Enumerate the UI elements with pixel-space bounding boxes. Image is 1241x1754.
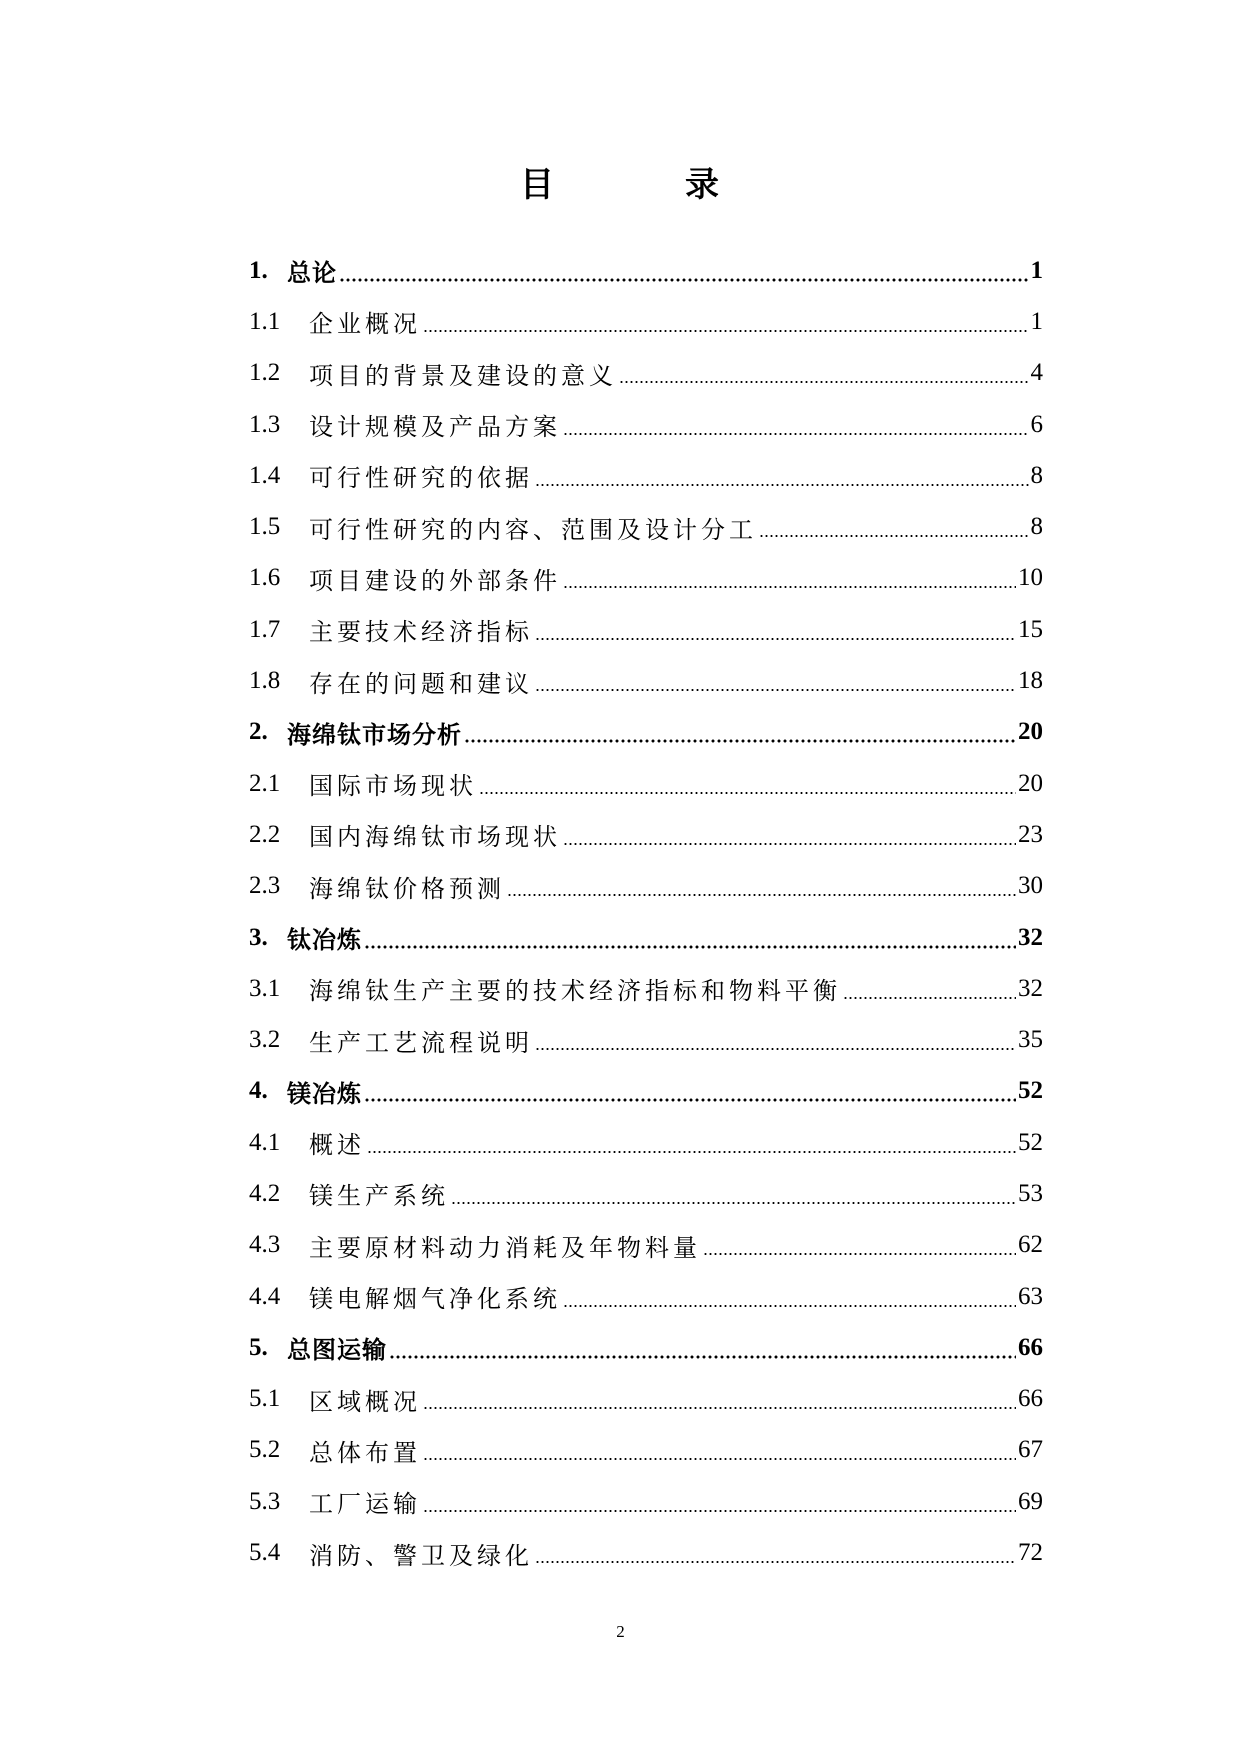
toc-section-entry[interactable] [249, 296, 1043, 347]
toc-entry-number: 3. [249, 923, 268, 951]
toc-entry-page-number: 53 [1018, 1179, 1043, 1207]
toc-section-entry[interactable] [249, 861, 1043, 912]
toc-entry-title: 区域概况 [309, 1387, 421, 1416]
toc-entry-number: 3.1 [249, 974, 281, 1002]
toc-entry-page-number: 67 [1018, 1436, 1043, 1464]
toc-dot-leader [535, 637, 1016, 641]
toc-section-entry[interactable] [249, 501, 1043, 552]
toc-entry-page-number: 66 [1018, 1333, 1043, 1361]
toc-dot-leader [563, 842, 1016, 846]
toc-entry-title: 国际市场现状 [309, 772, 477, 801]
toc-entry-title: 镁冶炼 [287, 1079, 362, 1108]
toc-entry-number: 1.8 [249, 667, 281, 695]
toc-entry-number: 1. [249, 256, 268, 284]
toc-entry-page-number: 1 [1030, 256, 1043, 284]
toc-entry-title: 概述 [309, 1131, 365, 1160]
toc-section-entry[interactable] [249, 1168, 1043, 1219]
table-of-contents [249, 245, 1043, 1579]
toc-section-entry[interactable] [249, 348, 1043, 399]
toc-entry-page-number: 62 [1018, 1231, 1043, 1259]
toc-entry-page-number: 18 [1018, 667, 1043, 695]
toc-entry-title: 总体布置 [309, 1438, 421, 1467]
toc-dot-leader [507, 893, 1016, 897]
toc-dot-leader [364, 945, 1016, 949]
toc-entry-page-number: 52 [1018, 1128, 1043, 1156]
toc-entry-number: 2. [249, 718, 268, 746]
toc-section-entry[interactable] [249, 1014, 1043, 1065]
toc-entry-number: 2.2 [249, 820, 281, 848]
toc-entry-page-number: 32 [1018, 923, 1043, 951]
toc-entry-page-number: 66 [1018, 1385, 1043, 1413]
toc-entry-title: 钛冶炼 [287, 926, 362, 954]
toc-dot-leader [479, 791, 1016, 795]
toc-entry-number: 1.3 [249, 410, 281, 438]
toc-entry-title: 企业概况 [309, 310, 421, 339]
toc-section-entry[interactable] [249, 1271, 1043, 1322]
toc-entry-title: 主要技术经济指标 [309, 618, 533, 647]
toc-section-entry[interactable] [249, 1476, 1043, 1527]
toc-entry-title: 生产工艺流程说明 [309, 1028, 533, 1057]
toc-dot-leader [619, 380, 1029, 384]
toc-entry-page-number: 69 [1018, 1487, 1043, 1515]
toc-title-second-char: 录 [685, 165, 719, 205]
toc-entry-title: 国内海绵钛市场现状 [309, 823, 561, 852]
toc-entry-title: 海绵钛价格预测 [309, 874, 505, 903]
toc-section-entry[interactable] [249, 1425, 1043, 1476]
toc-dot-leader [563, 1304, 1016, 1308]
toc-section-entry[interactable] [249, 963, 1043, 1014]
toc-entry-title: 总论 [287, 259, 337, 288]
toc-entry-page-number: 6 [1030, 410, 1043, 438]
toc-entry-title: 设计规模及产品方案 [309, 413, 561, 442]
toc-chapter-entry[interactable] [249, 245, 1043, 296]
toc-section-entry[interactable] [249, 655, 1043, 706]
toc-entry-number: 4.4 [249, 1282, 281, 1310]
toc-chapter-entry[interactable] [249, 912, 1043, 963]
toc-entry-title: 存在的问题和建议 [309, 669, 533, 698]
toc-entry-number: 5. [249, 1333, 268, 1361]
toc-dot-leader [563, 585, 1016, 589]
toc-entry-number: 4.2 [249, 1179, 281, 1207]
toc-entry-number: 1.2 [249, 359, 281, 387]
toc-entry-page-number: 10 [1018, 564, 1043, 592]
toc-dot-leader [535, 483, 1029, 487]
toc-entry-number: 2.3 [249, 872, 281, 900]
toc-entry-number: 1.6 [249, 564, 281, 592]
toc-dot-leader [535, 1047, 1016, 1051]
toc-section-entry[interactable] [249, 553, 1043, 604]
toc-section-entry[interactable] [249, 604, 1043, 655]
toc-entry-title: 镁电解烟气净化系统 [309, 1285, 561, 1314]
toc-entry-title: 主要原材料动力消耗及年物料量 [309, 1233, 701, 1262]
toc-entry-page-number: 52 [1018, 1077, 1043, 1105]
toc-dot-leader [423, 1509, 1016, 1513]
toc-entry-page-number: 20 [1018, 718, 1043, 746]
toc-entry-page-number: 15 [1018, 615, 1043, 643]
toc-entry-page-number: 32 [1018, 974, 1043, 1002]
page-number: 2 [616, 1622, 625, 1641]
toc-dot-leader [423, 329, 1029, 333]
toc-title [0, 160, 1241, 210]
toc-entry-page-number: 72 [1018, 1539, 1043, 1567]
toc-section-entry[interactable] [249, 809, 1043, 860]
toc-title-first-char: 目 [520, 165, 554, 205]
toc-entry-title: 项目的背景及建设的意义 [309, 361, 617, 390]
toc-entry-page-number: 8 [1030, 513, 1043, 541]
toc-section-entry[interactable] [249, 1220, 1043, 1271]
toc-entry-number: 4.1 [249, 1128, 281, 1156]
toc-section-entry[interactable] [249, 1374, 1043, 1425]
toc-entry-title: 海绵钛生产主要的技术经济指标和物料平衡 [309, 977, 841, 1006]
toc-section-entry[interactable] [249, 399, 1043, 450]
toc-entry-page-number: 35 [1018, 1026, 1043, 1054]
toc-entry-title: 可行性研究的依据 [309, 464, 533, 493]
toc-entry-page-number: 63 [1018, 1282, 1043, 1310]
toc-entry-title: 镁生产系统 [309, 1182, 449, 1211]
toc-dot-leader [364, 1098, 1016, 1102]
toc-chapter-entry[interactable] [249, 1322, 1043, 1373]
toc-entry-title: 可行性研究的内容、范围及设计分工 [309, 515, 757, 544]
toc-entry-title: 海绵钛市场分析 [287, 720, 462, 749]
toc-entry-number: 4.3 [249, 1231, 281, 1259]
toc-entry-number: 2.1 [249, 769, 281, 797]
toc-dot-leader [535, 1560, 1016, 1564]
toc-entry-title: 工厂运输 [309, 1490, 421, 1519]
toc-entry-page-number: 4 [1030, 359, 1043, 387]
toc-dot-leader [451, 1201, 1016, 1205]
toc-dot-leader [389, 1355, 1016, 1359]
toc-dot-leader [464, 739, 1016, 743]
toc-entry-number: 1.4 [249, 461, 281, 489]
toc-entry-number: 4. [249, 1077, 268, 1105]
toc-entry-number: 5.2 [249, 1436, 281, 1464]
toc-section-entry[interactable] [249, 758, 1043, 809]
toc-dot-leader [367, 1150, 1016, 1154]
toc-entry-number: 5.4 [249, 1539, 281, 1567]
toc-entry-number: 5.1 [249, 1385, 281, 1413]
toc-section-entry[interactable] [249, 450, 1043, 501]
toc-entry-number: 5.3 [249, 1487, 281, 1515]
toc-entry-number: 3.2 [249, 1026, 281, 1054]
toc-dot-leader [703, 1252, 1016, 1256]
toc-section-entry[interactable] [249, 1527, 1043, 1578]
toc-entry-number: 1.7 [249, 615, 281, 643]
toc-dot-leader [423, 1406, 1016, 1410]
toc-entry-number: 1.5 [249, 513, 281, 541]
toc-dot-leader [843, 996, 1016, 1000]
toc-chapter-entry[interactable] [249, 707, 1043, 758]
toc-entry-title: 项目建设的外部条件 [309, 566, 561, 595]
toc-dot-leader [339, 278, 1029, 282]
toc-dot-leader [563, 432, 1029, 436]
toc-entry-number: 1.1 [249, 307, 281, 335]
toc-section-entry[interactable] [249, 1117, 1043, 1168]
toc-entry-page-number: 1 [1030, 307, 1043, 335]
toc-entry-title: 消防、警卫及绿化 [309, 1541, 533, 1570]
toc-entry-page-number: 30 [1018, 872, 1043, 900]
toc-entry-title: 总图运输 [287, 1336, 387, 1365]
toc-entry-page-number: 20 [1018, 769, 1043, 797]
toc-dot-leader [759, 534, 1029, 538]
toc-chapter-entry[interactable] [249, 1066, 1043, 1117]
toc-entry-page-number: 8 [1030, 461, 1043, 489]
toc-entry-page-number: 23 [1018, 820, 1043, 848]
toc-dot-leader [535, 688, 1016, 692]
toc-dot-leader [423, 1457, 1016, 1461]
